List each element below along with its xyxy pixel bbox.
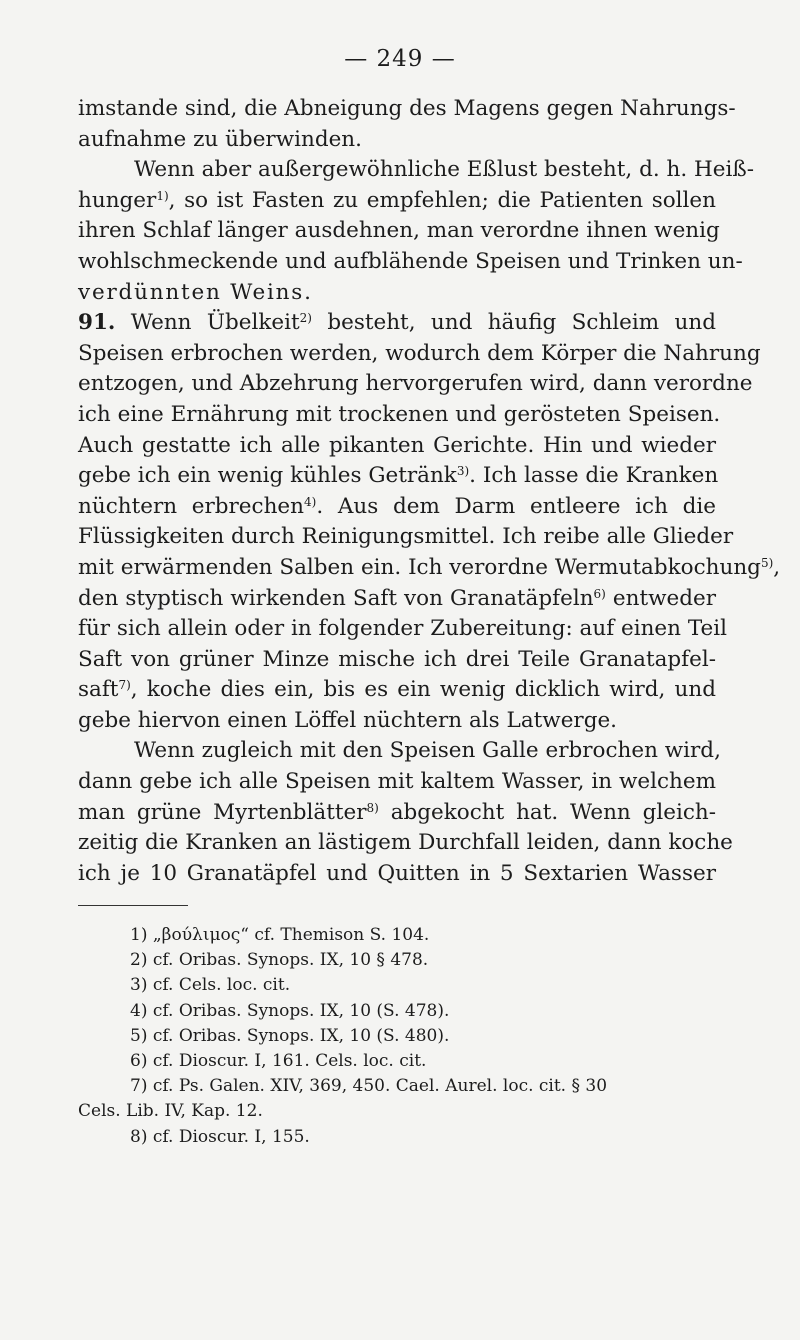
text-line: ich je 10 Granatäpfel und Quitten in 5 Sextarien Wasser (78, 860, 716, 886)
footnote-ref: 7) (118, 678, 131, 693)
footnote: 2) cf. Oribas. Synops. IX, 10 § 478. (130, 950, 429, 971)
text-line: Flüssigkeiten durch Reinigungsmittel. Ich reibe alle Glieder (78, 524, 734, 550)
footnote-ref: 6) (593, 586, 606, 601)
text-span: , (773, 554, 781, 580)
text-line: wohlschmeckende und aufblähende Speisen und Trinken un- (78, 248, 743, 274)
body-text (78, 94, 781, 889)
text-span: abgekocht hat. Wenn gleich- (390, 799, 716, 825)
footnote: 6) cf. Dioscur. I, 161. Cels. loc. cit. (130, 1050, 427, 1071)
text-line: gebe hiervon einen Löffel nüchtern als Latwerge. (78, 707, 618, 733)
text-line: entzogen, und Abzehrung hervorgerufen wird, dann verordne (78, 371, 753, 397)
footnote-ref: 4) (304, 494, 317, 509)
footnote-separator (78, 905, 188, 906)
text-line (78, 553, 781, 584)
footnote-ref: 2) (299, 311, 312, 326)
footnote: 4) cf. Oribas. Synops. IX, 10 (S. 478). (130, 1000, 450, 1021)
footnote-continuation: Cels. Lib. IV, Kap. 12. (78, 1101, 263, 1122)
text-line: Wenn aber außergewöhnliche Eßlust besteht, d. h. Heiß- (134, 157, 755, 183)
text-line (78, 584, 716, 615)
footnote: 3) cf. Cels. loc. cit. (130, 975, 291, 996)
text-span: saft (78, 677, 119, 703)
text-line (78, 186, 716, 217)
text-span: Wenn Übelkeit (130, 310, 300, 336)
text-span: nüchtern erbrechen (78, 493, 304, 519)
text-line: imstande sind, die Abneigung des Magens gegen Nahrungs- (78, 96, 736, 121)
page-number: — 249 — (344, 46, 456, 72)
footnote-ref: 8) (366, 800, 379, 815)
text-span: hunger (78, 187, 157, 213)
text-line: für sich allein oder in folgender Zubereitung: auf einen Teil (78, 616, 727, 642)
footnote: 1) „βούλιμος“ cf. Themison S. 104. (130, 925, 430, 945)
text-line: Auch gestatte ich alle pikanten Gerichte. Hin und wieder (78, 432, 716, 458)
text-span: mit erwärmenden Salben ein. Ich verordne Wermutabkochung (78, 554, 761, 580)
text-span: . Ich lasse die Kranken (469, 463, 719, 489)
text-line: zeitig die Kranken an lästigem Durchfall leiden, dann koche (78, 830, 733, 856)
text-span: entweder (612, 585, 716, 611)
text-span: den styptisch wirkenden Saft von Granatäpfeln (78, 585, 594, 611)
footnote-ref: 1) (156, 188, 169, 203)
text-line: Saft von grüner Minze mische ich drei Teile Granatapfel- (78, 646, 716, 672)
text-line (78, 798, 716, 829)
text-line: dann gebe ich alle Speisen mit kaltem Wasser, in welchem (78, 769, 716, 795)
text-line (78, 308, 716, 339)
text-line: Speisen erbrochen werden, wodurch dem Körper die Nahrung (78, 340, 761, 366)
text-line: ihren Schlaf länger ausdehnen, man verordne ihnen wenig (78, 218, 720, 244)
text-line: ich eine Ernährung mit trockenen und gerösteten Speisen. (78, 401, 721, 427)
footnote-ref: 3) (456, 464, 470, 479)
text-span: . Aus dem Darm entleere ich die (316, 493, 716, 519)
text-line: aufnahme zu überwinden. (78, 126, 362, 152)
section-number: 91. (78, 310, 116, 336)
text-line (78, 675, 716, 706)
text-line (78, 278, 716, 309)
text-span: besteht, und häufig Schleim und (327, 310, 716, 336)
footnote: 7) cf. Ps. Galen. XIV, 369, 450. Cael. Aurel. loc. cit. § 30 (130, 1076, 608, 1097)
footnote: 8) cf. Dioscur. I, 155. (130, 1126, 310, 1147)
text-line (78, 461, 719, 492)
footnote-ref: 5) (760, 555, 774, 570)
footnote: 5) cf. Oribas. Synops. IX, 10 (S. 480). (130, 1025, 450, 1046)
text-span: man grüne Myrtenblätter (78, 799, 367, 825)
text-span: verdünnten Weins. (78, 279, 313, 305)
footnotes (78, 923, 718, 1150)
text-span: , koche dies ein, bis es ein wenig dicklich wird, und (130, 677, 716, 703)
text-line: Wenn zugleich mit den Speisen Galle erbrochen wird, (134, 738, 721, 764)
text-line (78, 492, 716, 523)
text-span: gebe ich ein wenig kühles Getränk (78, 463, 457, 489)
text-span: , so ist Fasten zu empfehlen; die Patienten sollen (168, 187, 716, 213)
